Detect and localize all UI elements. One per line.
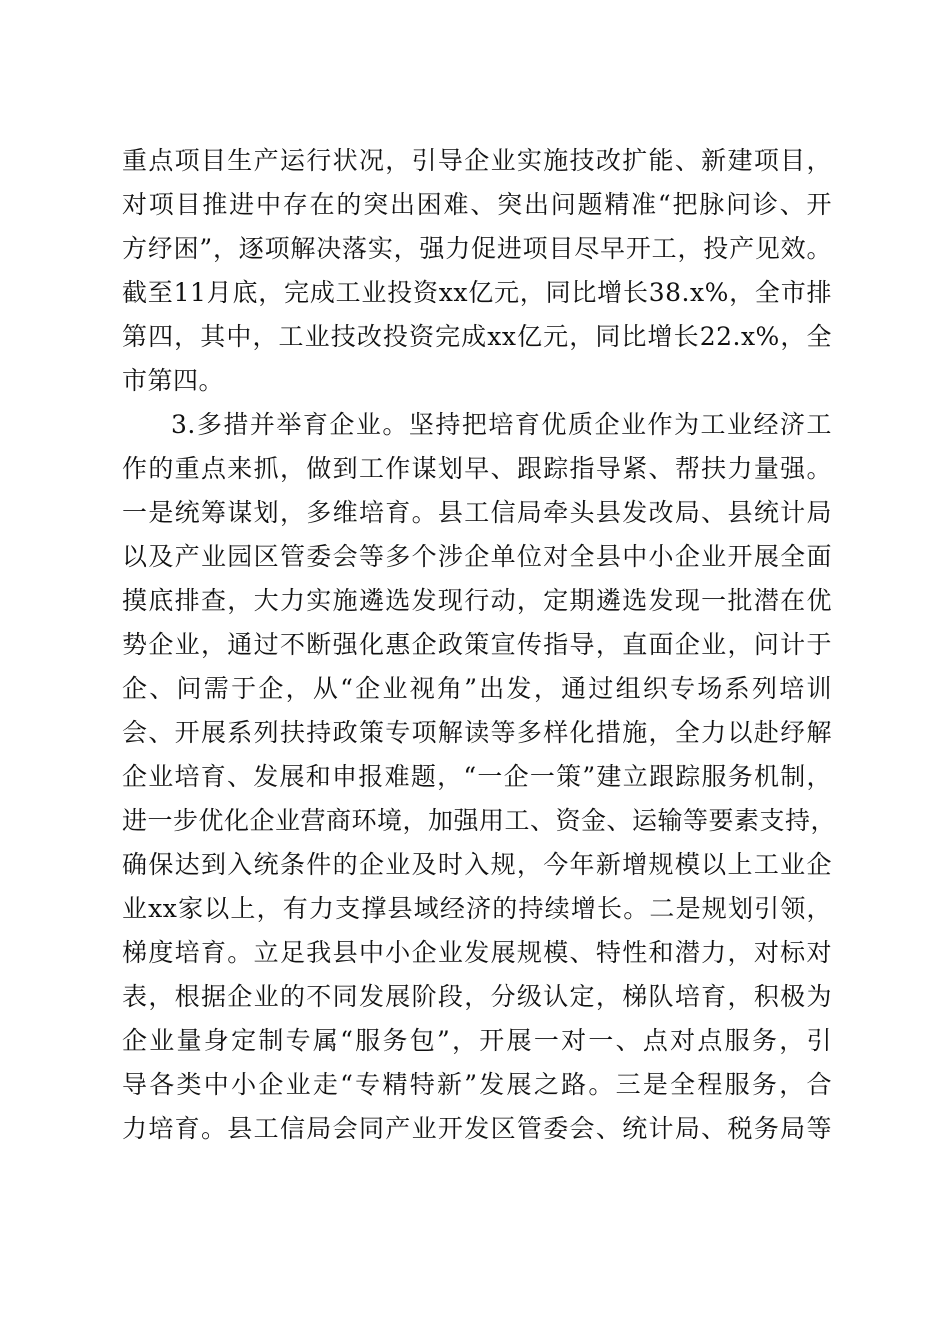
- text-line: 企、问需于企，从“企业视角”出发，通过组织专场系列培训: [122, 674, 832, 703]
- text-line: 会、开展系列扶持政策专项解读等多样化措施，全力以赴纾解: [122, 718, 832, 747]
- text-line: 力培育。县工信局会同产业开发区管委会、统计局、税务局等: [122, 1114, 832, 1143]
- text-line: 确保达到入统条件的企业及时入规，今年新增规模以上工业企: [122, 850, 832, 879]
- text-line: 对项目推进中存在的突出困难、突出问题精准“把脉问诊、开: [122, 190, 832, 219]
- text-line: 方纾困”，逐项解决落实，强力促进项目尽早开工，投产见效。: [122, 234, 832, 263]
- text-line: 进一步优化企业营商环境，加强用工、资金、运输等要素支持，: [122, 806, 837, 835]
- text-line: 一是统筹谋划，多维培育。县工信局牵头县发改局、县统计局: [122, 498, 832, 527]
- text-line: 企业培育、发展和申报难题，“一企一策”建立跟踪服务机制，: [122, 762, 832, 791]
- body-text: [122, 139, 837, 1151]
- text-line: 以及产业园区管委会等多个涉企单位对全县中小企业开展全面: [122, 542, 832, 571]
- text-line: 第四，其中，工业技改投资完成xx亿元，同比增长22.x%，全: [122, 322, 832, 351]
- paragraph-heading-line: 3.多措并举育企业。坚持把培育优质企业作为工业经济工: [171, 410, 832, 439]
- text-line: 截至11月底，完成工业投资xx亿元，同比增长38.x%，全市排: [122, 278, 832, 307]
- text-line: 梯度培育。立足我县中小企业发展规模、特性和潜力，对标对: [122, 938, 832, 967]
- text-line: 重点项目生产运行状况，引导企业实施技改扩能、新建项目，: [122, 146, 832, 175]
- text-line: 导各类中小企业走“专精特新”发展之路。三是全程服务，合: [122, 1070, 832, 1099]
- text-line: 企业量身定制专属“服务包”，开展一对一、点对点服务，引: [122, 1026, 832, 1055]
- text-line: 作的重点来抓，做到工作谋划早、跟踪指导紧、帮扶力量强。: [122, 454, 832, 483]
- text-line: 市第四。: [122, 366, 225, 395]
- text-line: 摸底排查，大力实施遴选发现行动，定期遴选发现一批潜在优: [122, 586, 832, 615]
- text-line: 业xx家以上，有力支撑县域经济的持续增长。二是规划引领，: [122, 894, 832, 923]
- text-line: 势企业，通过不断强化惠企政策宣传指导，直面企业，问计于: [122, 630, 832, 659]
- text-line: 表，根据企业的不同发展阶段，分级认定，梯队培育，积极为: [122, 982, 832, 1011]
